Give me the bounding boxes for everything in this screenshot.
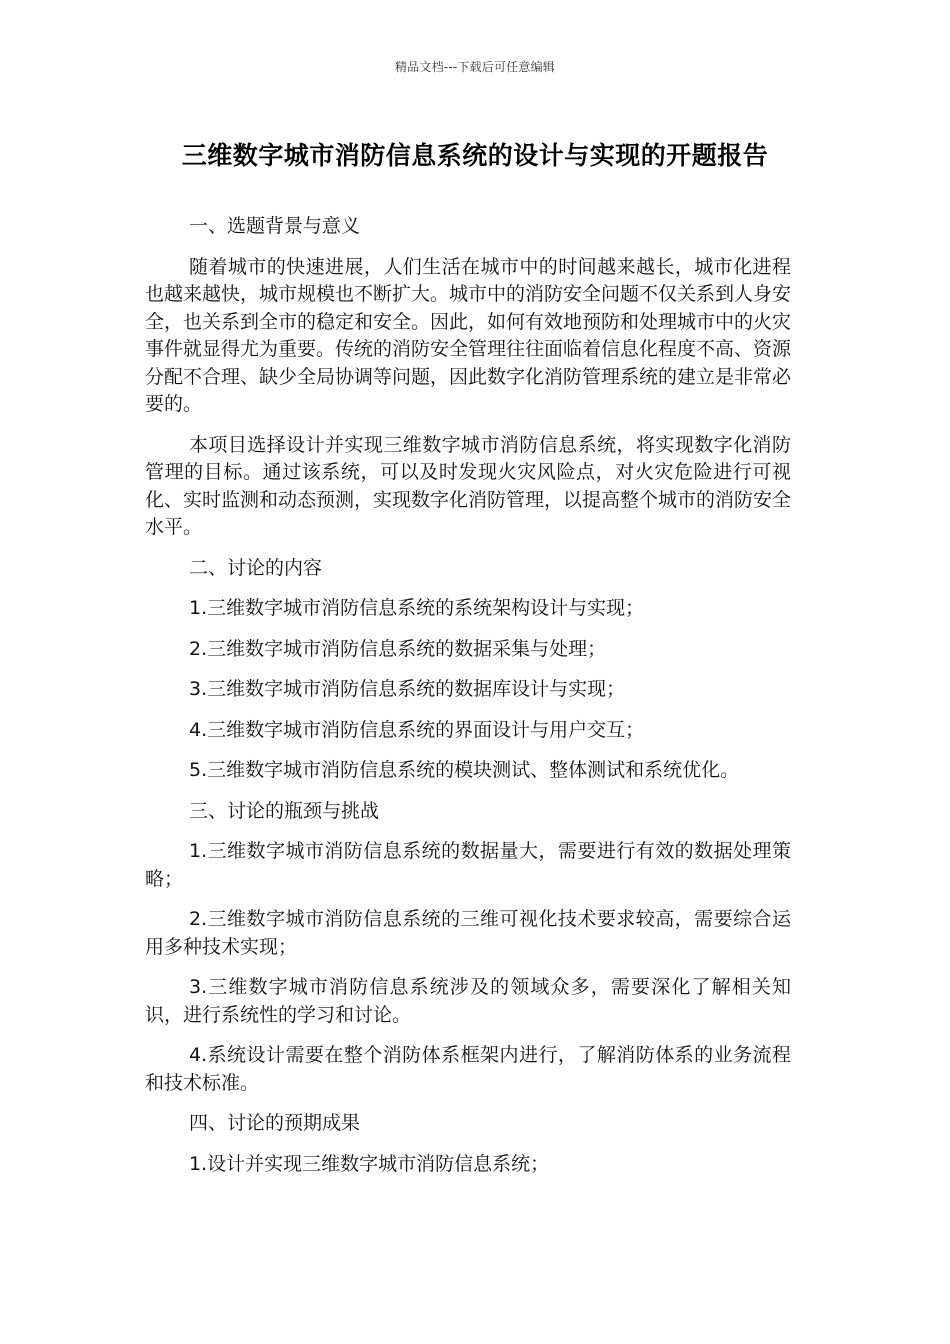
section-heading-expected-results: 四、讨论的预期成果 — [189, 1112, 361, 1134]
list-item: 2.三维数字城市消防信息系统的数据采集与处理； — [189, 637, 607, 660]
section-heading-challenges: 三、讨论的瓶颈与挑战 — [189, 799, 380, 822]
document-body — [145, 213, 791, 1191]
list-item: 4.三维数字城市消防信息系统的界面设计与用户交互； — [189, 718, 645, 741]
header-note: 精品文档---下载后可任意编辑 — [395, 60, 555, 74]
document-title: 三维数字城市消防信息系统的设计与实现的开题报告 — [181, 141, 769, 170]
section-heading-research-content: 二、讨论的内容 — [189, 556, 323, 579]
list-item: 3.三维数字城市消防信息系统的数据库设计与实现； — [189, 678, 626, 700]
list-item: 3.三维数字城市消防信息系统涉及的领域众多，需要深化了解相关知识，进行系统性的学习和讨论。 — [145, 976, 791, 1026]
list-item: 1.三维数字城市消防信息系统的数据量大，需要进行有效的数据处理策略； — [145, 840, 791, 890]
paragraph-background-2: 本项目选择设计并实现三维数字城市消防信息系统，将实现数字化消防管理的目标。通过该系统，可以及时发现火灾风险点，对火灾危险进行可视化、实时监测和动态预测，实现数字化消防管理，以提高整个城市的消防安全水平。 — [145, 433, 792, 538]
list-item: 4.系统设计需要在整个消防体系框架内进行，了解消防体系的业务流程和技术标准。 — [145, 1044, 791, 1094]
list-item: 5.三维数字城市消防信息系统的模块测试、整体测试和系统优化。 — [189, 759, 740, 781]
section-heading-background: 一、选题背景与意义 — [189, 215, 361, 237]
list-item: 1.设计并实现三维数字城市消防信息系统； — [189, 1152, 550, 1175]
paragraph-background-1: 随着城市的快速进展，人们生活在城市中的时间越来越长，城市化进程也越来越快，城市规模也不断扩大。城市中的消防安全问题不仅关系到人身安全，也关系到全市的稳定和安全。因此，如何有效地预防和处理城市中的火灾事件就显得尤为重要。传统的消防安全管理往往面临着信息化程度不高、资源分配不合理、缺少全局协调等问题，因此数字化消防管理系统的建立是非常必要的。 — [145, 255, 792, 415]
list-item: 2.三维数字城市消防信息系统的三维可视化技术要求较高，需要综合运用多种技术实现； — [145, 908, 791, 958]
list-item: 1.三维数字城市消防信息系统的系统架构设计与实现； — [189, 597, 645, 619]
